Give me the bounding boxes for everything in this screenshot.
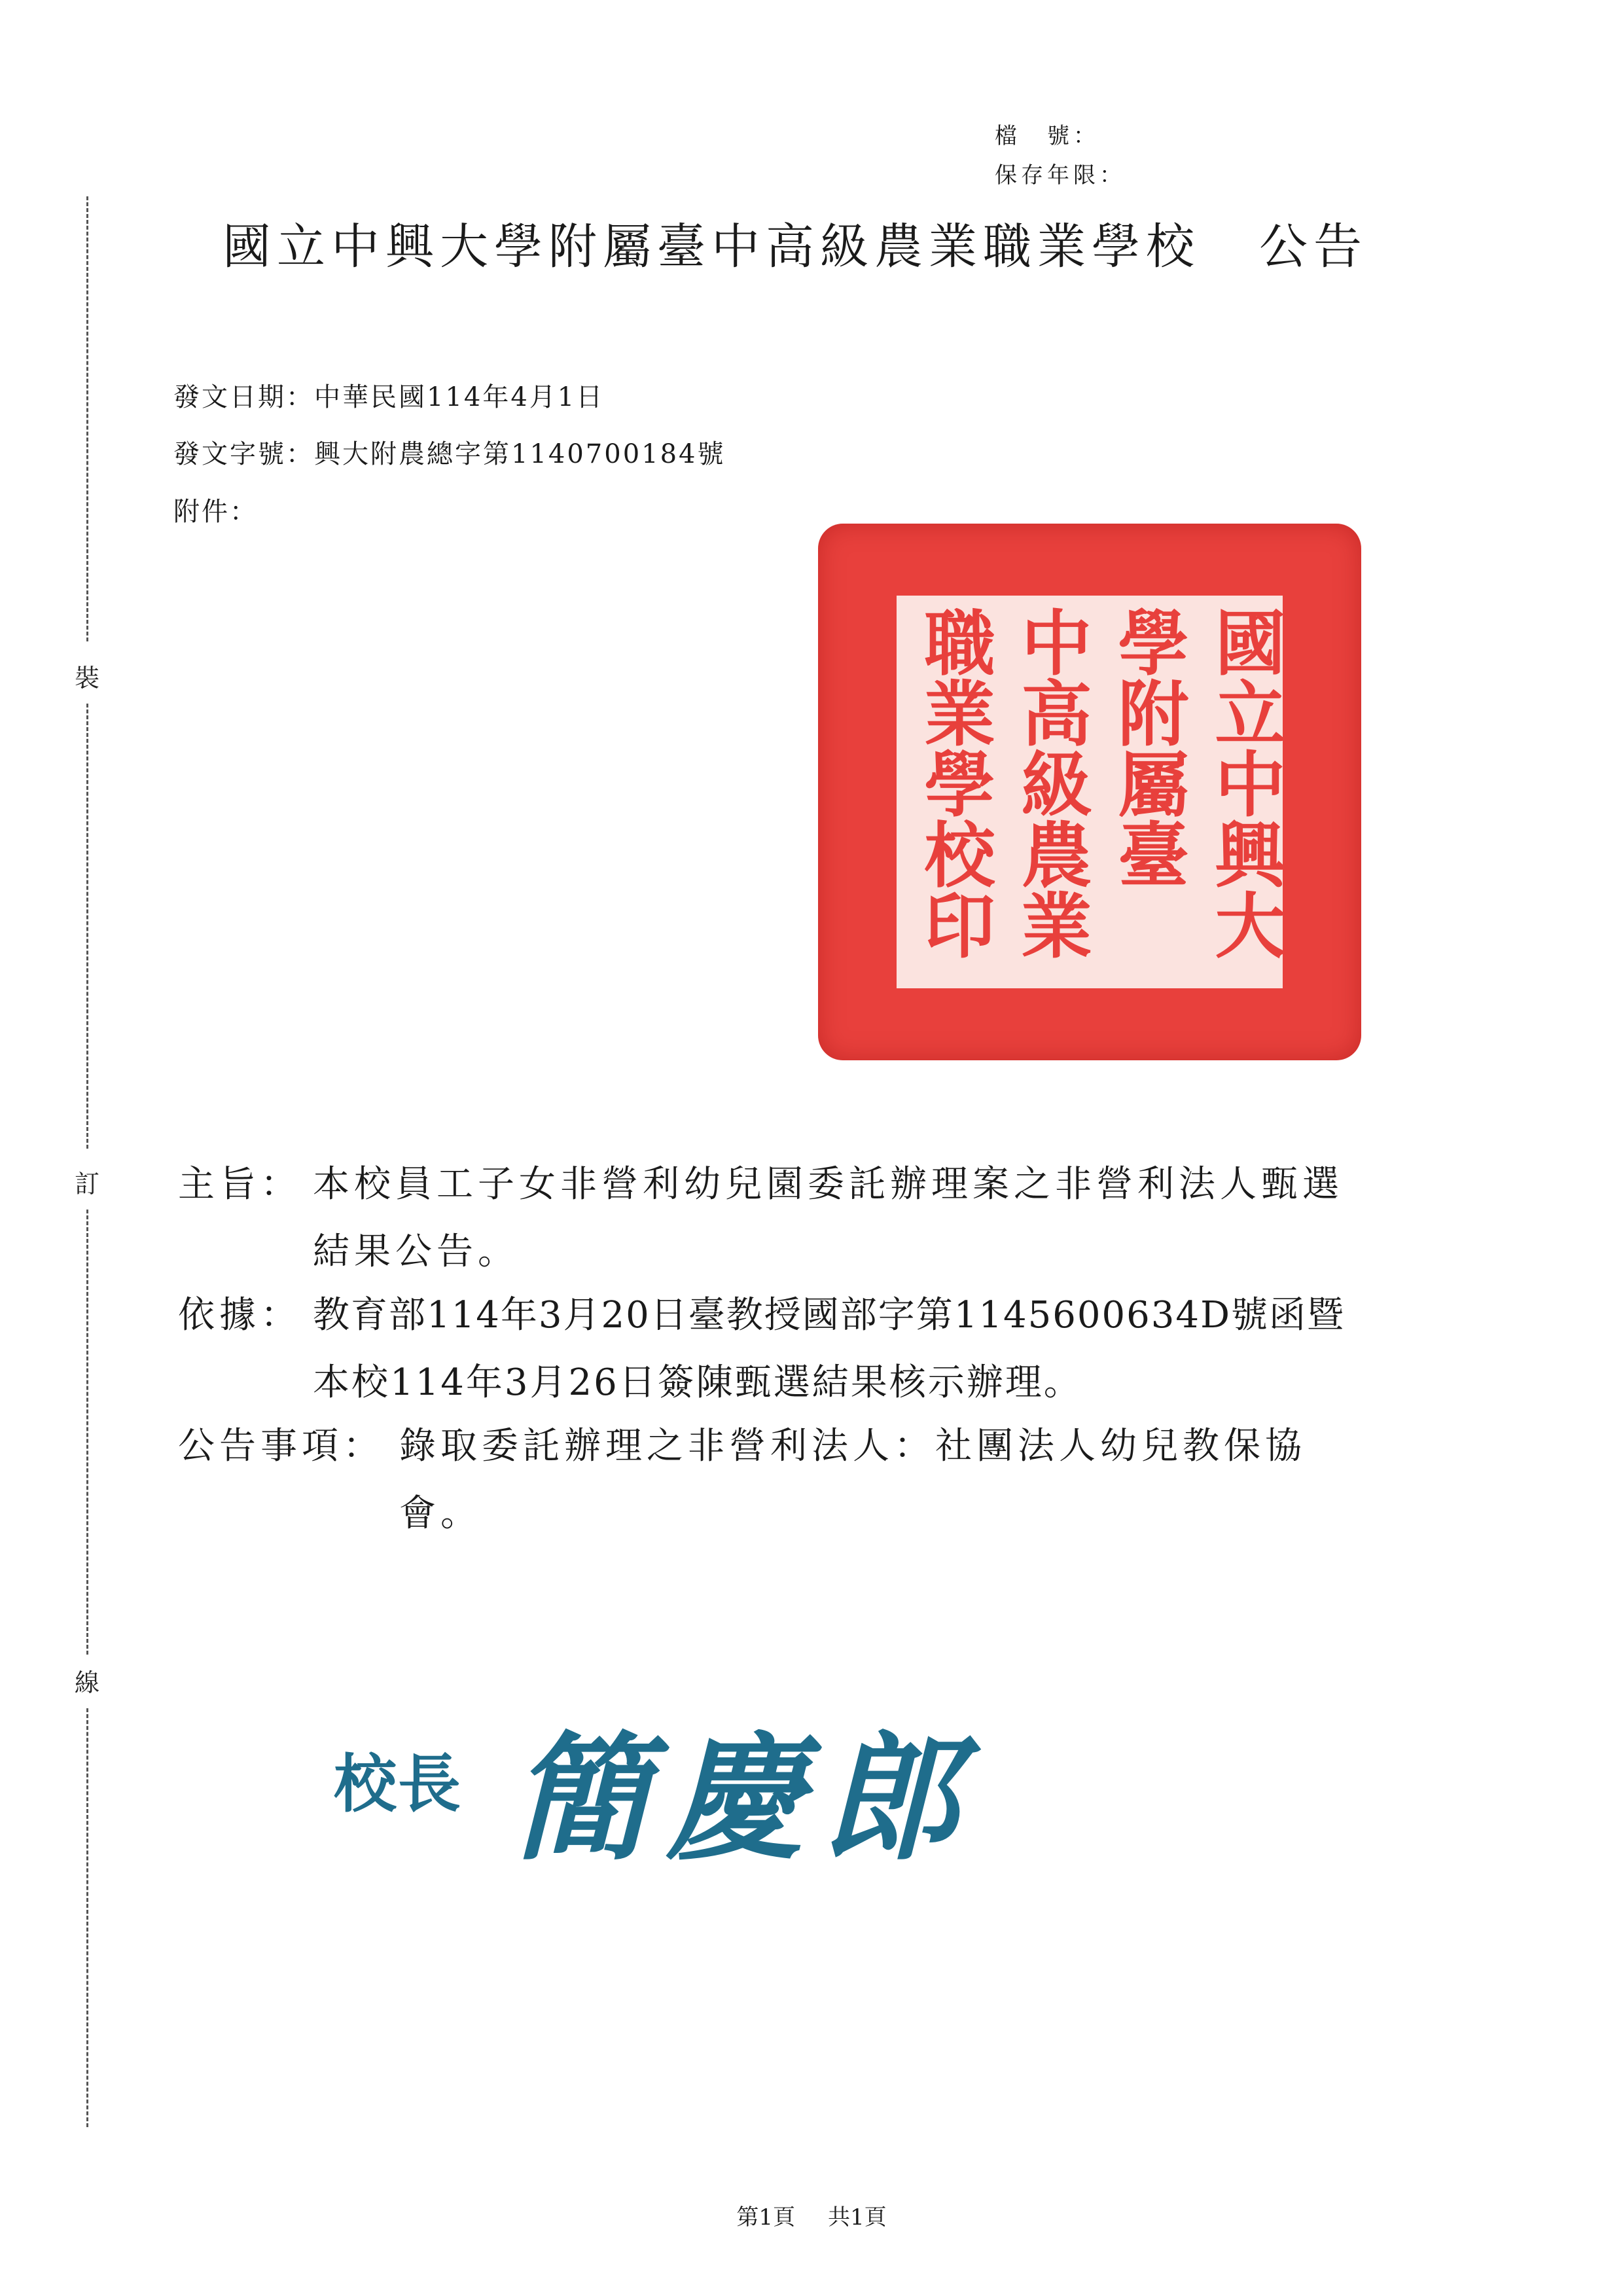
archive-retention: 保存年限： xyxy=(995,162,1126,188)
notice-label: 公告事項： xyxy=(178,1425,384,1467)
page-title xyxy=(223,208,1368,278)
seal-column-2: 學附屬臺 xyxy=(1106,606,1188,889)
official-seal xyxy=(818,524,1361,1060)
notice-line-1: 錄取委託辦理之非營利法人：社團法人幼兒教保協 xyxy=(399,1425,1306,1467)
subject-line-1: 本校員工子女非營利幼兒園委託辦理案之非營利法人甄選 xyxy=(313,1163,1344,1206)
binding-char-ding: 訂 xyxy=(74,1170,99,1198)
seal-column-3: 中高級農業 xyxy=(1009,606,1092,960)
attachment-label: 附件： xyxy=(173,497,258,527)
binding-char-zhuang: 裝 xyxy=(74,664,99,692)
page-number: 第1頁 xyxy=(736,2204,795,2231)
school-name: 國立中興大學附屬臺中高級農業職業學校 xyxy=(223,219,1200,275)
binding-char-xian: 線 xyxy=(74,1668,99,1697)
binding-line-mid1 xyxy=(86,704,88,1149)
issue-date: 發文日期：中華民國114年4月1日 xyxy=(173,382,605,412)
seal-column-1: 國立中興大 xyxy=(1203,606,1285,960)
archive-file-number: 檔 號： xyxy=(995,123,1099,149)
basis-line-2: 本校114年3月26日簽陳甄選結果核示辦理。 xyxy=(313,1361,1082,1404)
issue-number: 發文字號：興大附農總字第1140700184號 xyxy=(173,439,726,469)
doc-type: 公告 xyxy=(1259,219,1368,275)
seal-face xyxy=(897,596,1283,988)
binding-line-bottom xyxy=(86,1708,88,2127)
page-total: 共1頁 xyxy=(828,2204,887,2231)
page-footer xyxy=(0,2199,1623,2231)
notice-line-2: 會。 xyxy=(399,1492,482,1535)
binding-line-top xyxy=(86,196,88,641)
signature-name: 簡慶郎 xyxy=(510,1717,978,1879)
signature-title: 校長 xyxy=(334,1747,462,1821)
subject-line-2: 結果公告。 xyxy=(313,1230,519,1273)
basis-line-1: 教育部114年3月20日臺教授國部字第1145600634D號函暨 xyxy=(313,1294,1345,1336)
binding-line-mid2 xyxy=(86,1210,88,1655)
seal-column-4: 職業學校印 xyxy=(912,606,995,960)
subject-label: 主旨： xyxy=(178,1163,302,1206)
basis-label: 依據： xyxy=(178,1294,302,1336)
